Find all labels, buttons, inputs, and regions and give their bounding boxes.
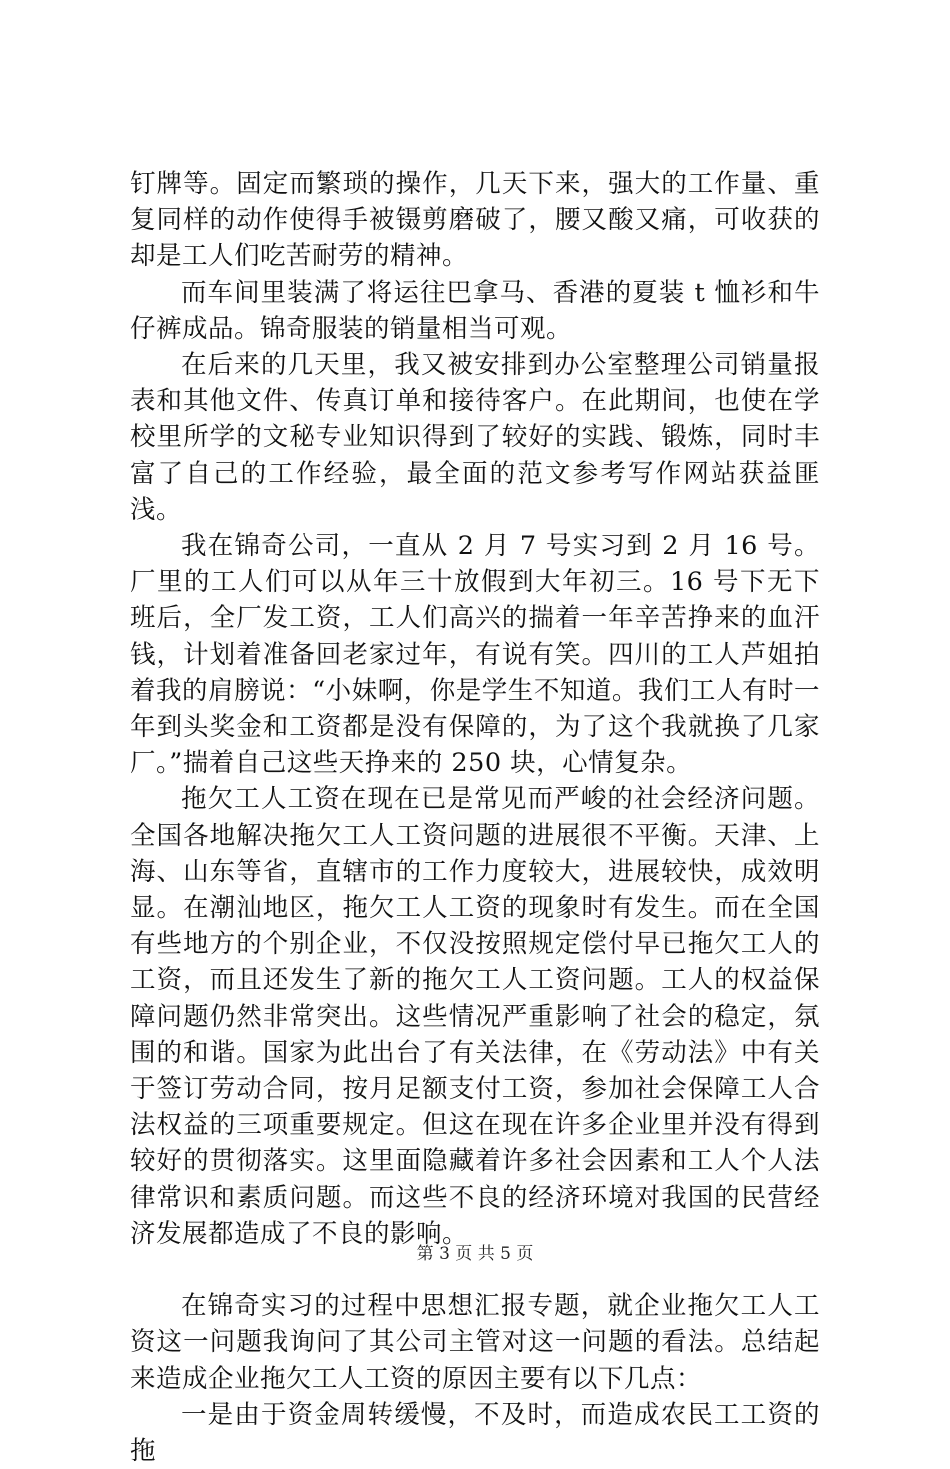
paragraph-7: 一是由于资金周转缓慢，不及时，而造成农民工工资的拖 [130,1399,820,1466]
document-body [130,166,820,1469]
paragraph-6: 在锦奇实习的过程中思想汇报专题，就企业拖欠工人工资这一问题我询问了其公司主管对这一问题的看法。总结起来造成企业拖欠工人工资的原因主要有以下几点： [130,1291,820,1394]
paragraph-1: 钉牌等。固定而繁琐的操作，几天下来，强大的工作量、重复同样的动作使得手被镊剪磨破了，腰又酸又痛，可收获的却是工人们吃苦耐劳的精神。 [130,169,820,272]
page-number-footer: 第 3 页 共 5 页 [416,1244,534,1264]
paragraph-4: 我在锦奇公司，一直从 2 月 7 号实习到 2 月 16 号。厂里的工人们可以从年三十放假到大年初三。16 号下无下班后，全厂发工资，工人们高兴的揣着一年辛苦挣来的血汗钱，计划着准备回老家过年，有说有笑。四川的工人芦姐拍着我的肩膀说：“小妹啊，你是学生不知道。我们工人有时一年到头奖金和工资都是没有保障的，为了这个我就换了几家厂。”揣着自己这些天挣来的 250 块，心情复杂。 [130,531,820,779]
paragraph-2: 而车间里装满了将运往巴拿马、香港的夏装 t 恤衫和牛仔裤成品。锦奇服装的销量相当可观。 [130,277,820,344]
paragraph-5: 拖欠工人工资在现在已是常见而严峻的社会经济问题。全国各地解决拖欠工人工资问题的进展很不平衡。天津、上海、山东等省，直辖市的工作力度较大，进展较快，成效明显。在潮汕地区，拖欠工人工资的现象时有发生。而在全国有些地方的个别企业，不仅没按照规定偿付早已拖欠工人的工资，而且还发生了新的拖欠工人工资问题。工人的权益保障问题仍然非常突出。这些情况严重影响了社会的稳定，氛围的和谐。国家为此出台了有关法律，在《劳动法》中有关于签订劳动合同，按月足额支付工资，参加社会保障工人合法权益的三项重要规定。但这在现在许多企业里并没有得到较好的贯彻落实。这里面隐藏着许多社会因素和工人个人法律常识和素质问题。而这些不良的经济环境对我国的民营经济发展都造成了不良的影响。 [130,784,820,1249]
paragraph-3: 在后来的几天里，我又被安排到办公室整理公司销量报表和其他文件、传真订单和接待客户。在此期间，也使在学校里所学的文秘专业知识得到了较好的实践、锻炼，同时丰富了自己的工作经验，最全面的范文参考写作网站获益匪浅。 [130,350,820,525]
